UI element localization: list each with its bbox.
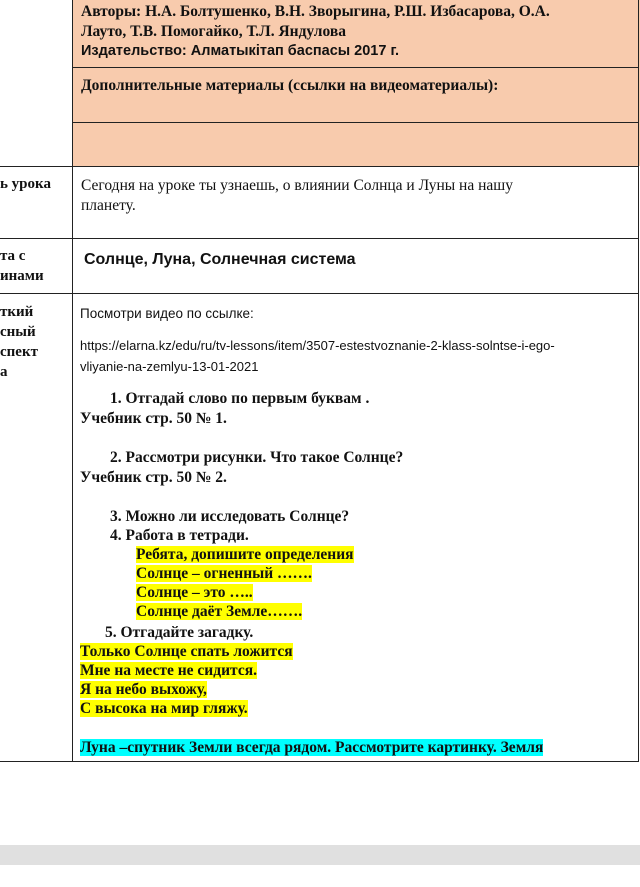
key-terms: Солнце, Луна, Солнечная система bbox=[84, 251, 356, 268]
definition-line bbox=[136, 545, 354, 564]
riddle-line bbox=[80, 699, 248, 718]
definition-line bbox=[136, 602, 302, 621]
riddle-line bbox=[80, 661, 257, 680]
label-work-terms: та с bbox=[0, 248, 26, 264]
task-3: 3. Можно ли исследовать Солнце? bbox=[110, 508, 350, 525]
video-link[interactable]: https://elarna.kz/edu/ru/tv-lessons/item/3507-estestvoznanie-2-klass-solntse-i-ego- bbox=[80, 338, 555, 353]
label-summary: сный bbox=[0, 324, 36, 340]
row-divider bbox=[73, 67, 639, 68]
task-5: 5. Отгадайте загадку. bbox=[105, 624, 254, 641]
definition-line bbox=[136, 564, 312, 583]
task-1-reference: Учебник стр. 50 № 1. bbox=[80, 410, 227, 427]
highlighted-text: Ребята, допишите определения bbox=[136, 546, 354, 563]
table-right-border bbox=[638, 0, 639, 762]
highlighted-text: Мне на месте не сидится. bbox=[80, 662, 257, 679]
task-1: 1. Отгадай слово по первым буквам . bbox=[110, 390, 370, 407]
riddle-line bbox=[80, 680, 207, 699]
authors-line: Лауто, Т.В. Помогайко, Т.Л. Яндулова bbox=[81, 23, 346, 40]
watch-video-label: Посмотри видео по ссылке: bbox=[80, 306, 254, 321]
bottom-toolbar bbox=[0, 845, 640, 865]
label-lesson-goal: ь урока bbox=[0, 176, 51, 192]
label-summary: спект bbox=[0, 344, 38, 360]
definition-line bbox=[136, 583, 253, 602]
highlighted-text: Я на небо выхожу, bbox=[80, 681, 207, 698]
video-link[interactable]: vliyanie-na-zemlyu-13-01-2021 bbox=[80, 359, 259, 374]
highlighted-text: Солнце даёт Земле……. bbox=[136, 603, 303, 620]
lesson-goal-text: Сегодня на уроке ты узнаешь, о влиянии Солнца и Луны на нашу bbox=[81, 177, 513, 194]
label-summary: а bbox=[0, 364, 8, 380]
row-divider bbox=[73, 122, 639, 123]
moon-paragraph bbox=[80, 738, 543, 757]
publisher: Издательство: Алматыкітап баспасы 2017 г. bbox=[81, 43, 400, 59]
extra-materials-heading: Дополнительные материалы (ссылки на видеоматериалы): bbox=[81, 77, 499, 94]
column-divider bbox=[72, 0, 73, 762]
highlighted-text: Солнце – это ….. bbox=[136, 584, 253, 601]
highlighted-text: Солнце – огненный ……. bbox=[136, 565, 312, 582]
authors-line: Авторы: Н.А. Болтушенко, В.Н. Зворыгина, Р.Ш. Избасарова, О.А. bbox=[81, 3, 550, 20]
label-summary: ткий bbox=[0, 304, 34, 320]
lesson-goal-text: планету. bbox=[81, 197, 136, 214]
task-4: 4. Работа в тетради. bbox=[110, 527, 249, 544]
row-divider bbox=[0, 293, 639, 294]
highlighted-text: Только Солнце спать ложится bbox=[80, 643, 293, 660]
riddle-line bbox=[80, 642, 293, 661]
highlighted-text: Луна –спутник Земли всегда рядом. Рассмотрите картинку. Земля bbox=[80, 739, 544, 756]
task-2-reference: Учебник стр. 50 № 2. bbox=[80, 469, 227, 486]
row-divider bbox=[0, 238, 639, 239]
row-divider bbox=[0, 166, 639, 167]
label-work-terms: инами bbox=[0, 268, 44, 284]
task-2: 2. Рассмотри рисунки. Что такое Солнце? bbox=[110, 449, 404, 466]
table-bottom-border bbox=[0, 761, 639, 762]
highlighted-text: С высока на мир гляжу. bbox=[80, 700, 248, 717]
